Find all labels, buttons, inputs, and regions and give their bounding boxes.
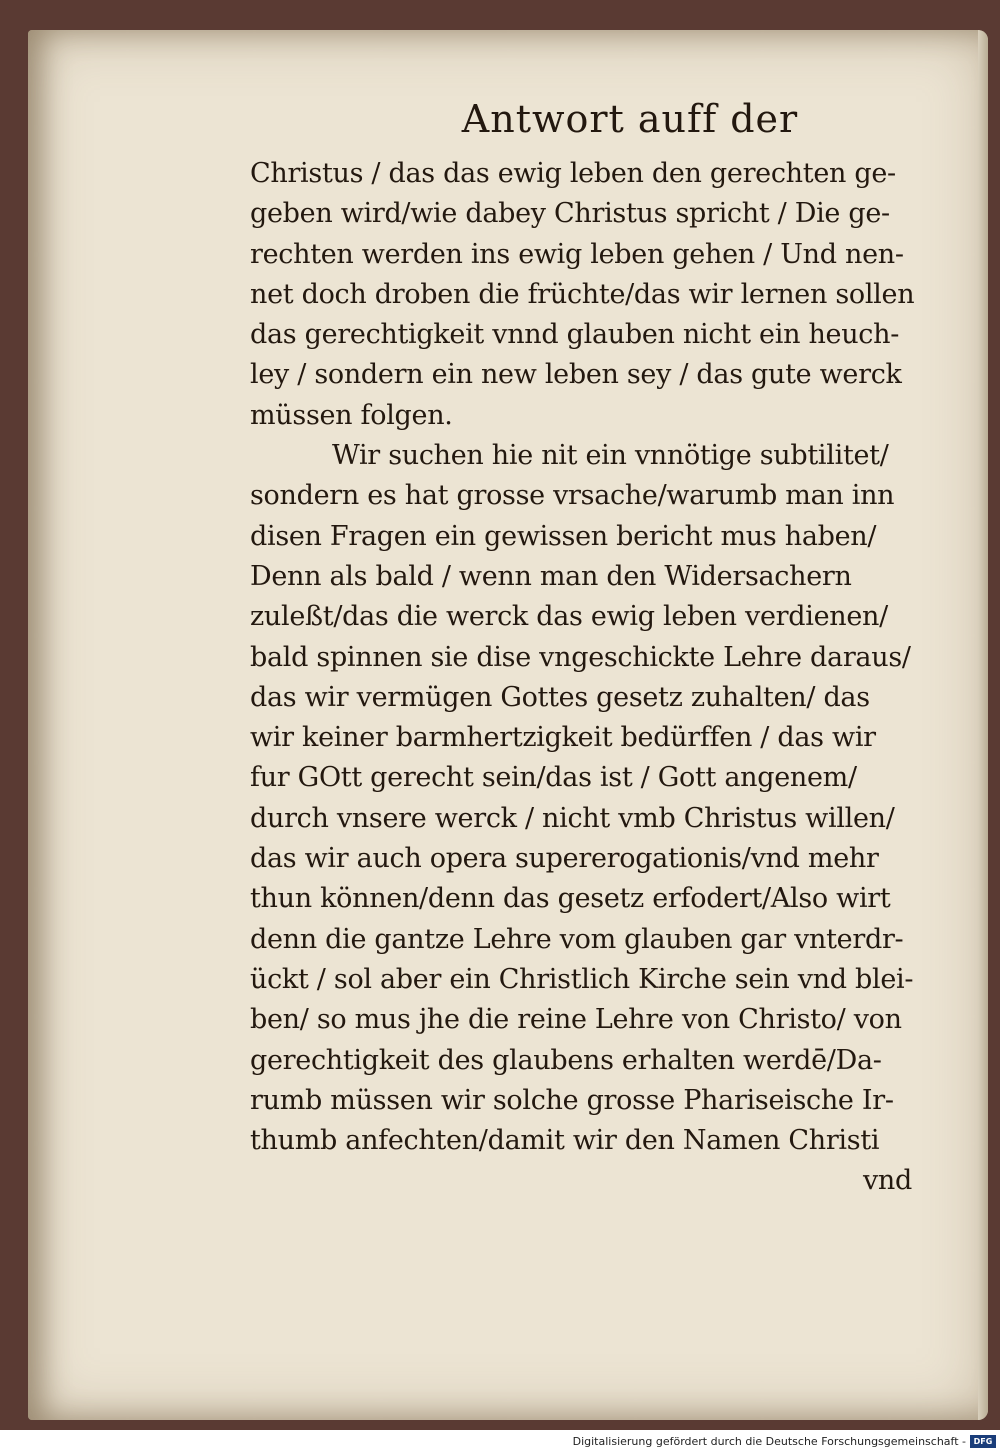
running-head: Antwort auff der	[461, 97, 799, 141]
text-line: wir keiner barmhertzigkeit bedürffen / das wir	[250, 722, 876, 754]
text-line: rechten werden ins ewig leben gehen / Und nen-	[250, 238, 904, 270]
text-line: gerechtigkeit des glaubens erhalten werdē/Da-	[250, 1044, 882, 1076]
text-line: fur GOtt gerecht sein/das ist / Gott angenem/	[250, 762, 857, 794]
text-line: das wir vermügen Gottes gesetz zuhalten/ das	[250, 681, 870, 713]
text-line: geben wird/wie dabey Christus spricht / Die ge-	[250, 198, 890, 230]
text-line: ben/ so mus jhe die reine Lehre von Christo/ von	[250, 1004, 902, 1036]
footer-text: Digitalisierung gefördert durch die Deutsche Forschungsgemeinschaft -	[572, 1435, 966, 1448]
funding-footer	[0, 1430, 1000, 1453]
text-line: bald spinnen sie dise vngeschickte Lehre daraus/	[250, 641, 911, 673]
text-line: Denn als bald / wenn man den Widersachern	[250, 560, 852, 592]
text-line: ückt / sol aber ein Christlich Kirche sein vnd blei-	[250, 963, 914, 995]
page-edge	[978, 30, 988, 1420]
text-line: das gerechtigkeit vnnd glauben nicht ein heuch-	[250, 319, 900, 351]
text-line: disen Fragen ein gewissen bericht mus haben/	[250, 520, 877, 552]
text-line: rumb müssen wir solche grosse Phariseische Ir-	[250, 1084, 894, 1116]
text-line: net doch droben die früchte/das wir lernen sollen	[250, 278, 915, 310]
text-line: thun können/denn das gesetz erfodert/Also wirt	[250, 883, 891, 915]
text-line: zuleßt/das die werck das ewig leben verdienen/	[250, 601, 888, 633]
text-line: das wir auch opera supererogationis/vnd mehr	[250, 843, 879, 875]
text-line: thumb anfechten/damit wir den Namen Christi	[250, 1125, 880, 1157]
book-page	[28, 30, 988, 1420]
page-text-block	[250, 90, 950, 1202]
text-line: ley / sondern ein new leben sey / das gute werck	[250, 359, 902, 391]
text-line: Christus / das das ewig leben den gerechten ge-	[250, 158, 896, 189]
text-line: sondern es hat grosse vrsache/warumb man inn	[250, 480, 895, 512]
text-line: Wir suchen hie nit ein vnnötige subtilitet/	[332, 440, 889, 472]
text-line: durch vnsere werck / nicht vmb Christus willen/	[250, 802, 895, 834]
dfg-logo: DFG	[970, 1435, 996, 1448]
text-line: denn die gantze Lehre vom glauben gar vnterdr-	[250, 923, 904, 955]
text-line: müssen folgen.	[250, 399, 453, 431]
body-text	[250, 154, 950, 1202]
catchword: vnd	[862, 1165, 912, 1197]
